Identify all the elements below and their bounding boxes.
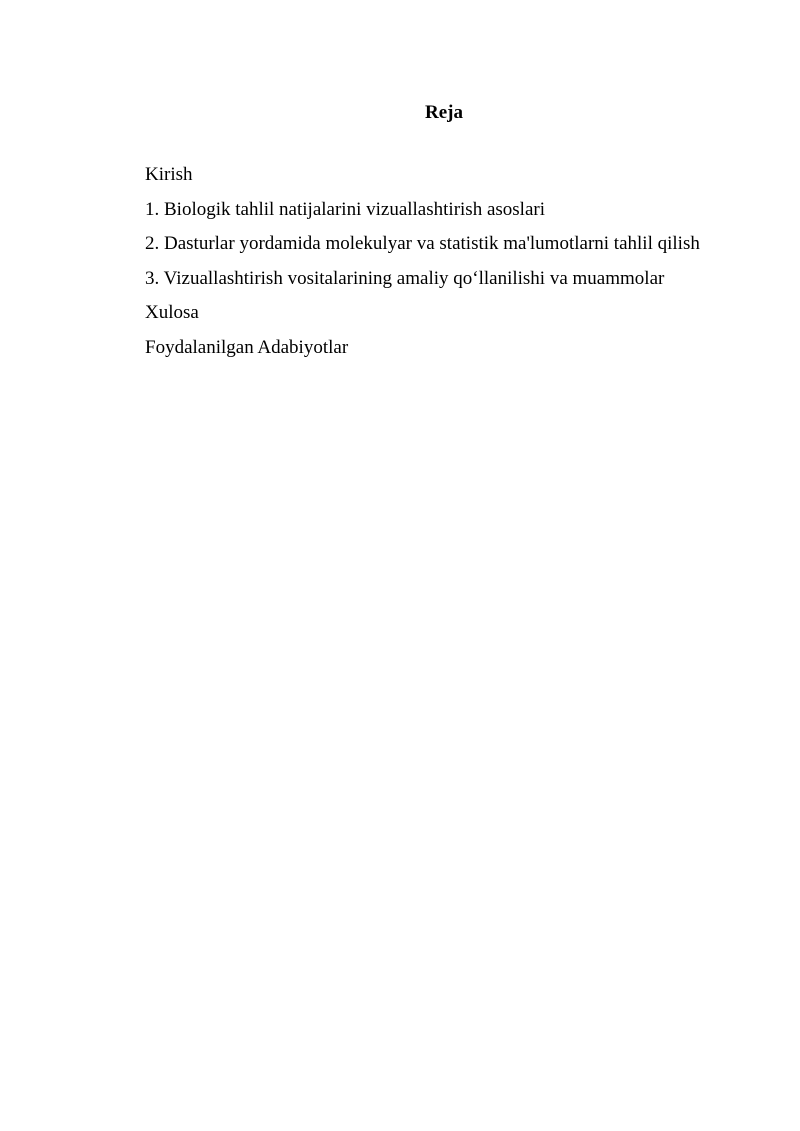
toc-item-references: Foydalanilgan Adabiyotlar	[145, 336, 349, 358]
toc-item-introduction: Kirish	[145, 164, 193, 185]
toc-item-conclusion: Xulosa	[145, 302, 199, 323]
toc-item-section-1: 1. Biologik tahlil natijalarini vizuallashtirish asoslari	[145, 198, 545, 220]
toc-item-section-3: 3. Vizuallashtirish vositalarining amaliy qo‘llanilishi va muammolar	[145, 267, 665, 289]
table-of-contents	[145, 158, 700, 365]
toc-item-section-2: 2. Dasturlar yordamida molekulyar va statistik ma'lumotlarni tahlil qilish	[145, 233, 700, 254]
page-title: Reja	[425, 102, 463, 123]
